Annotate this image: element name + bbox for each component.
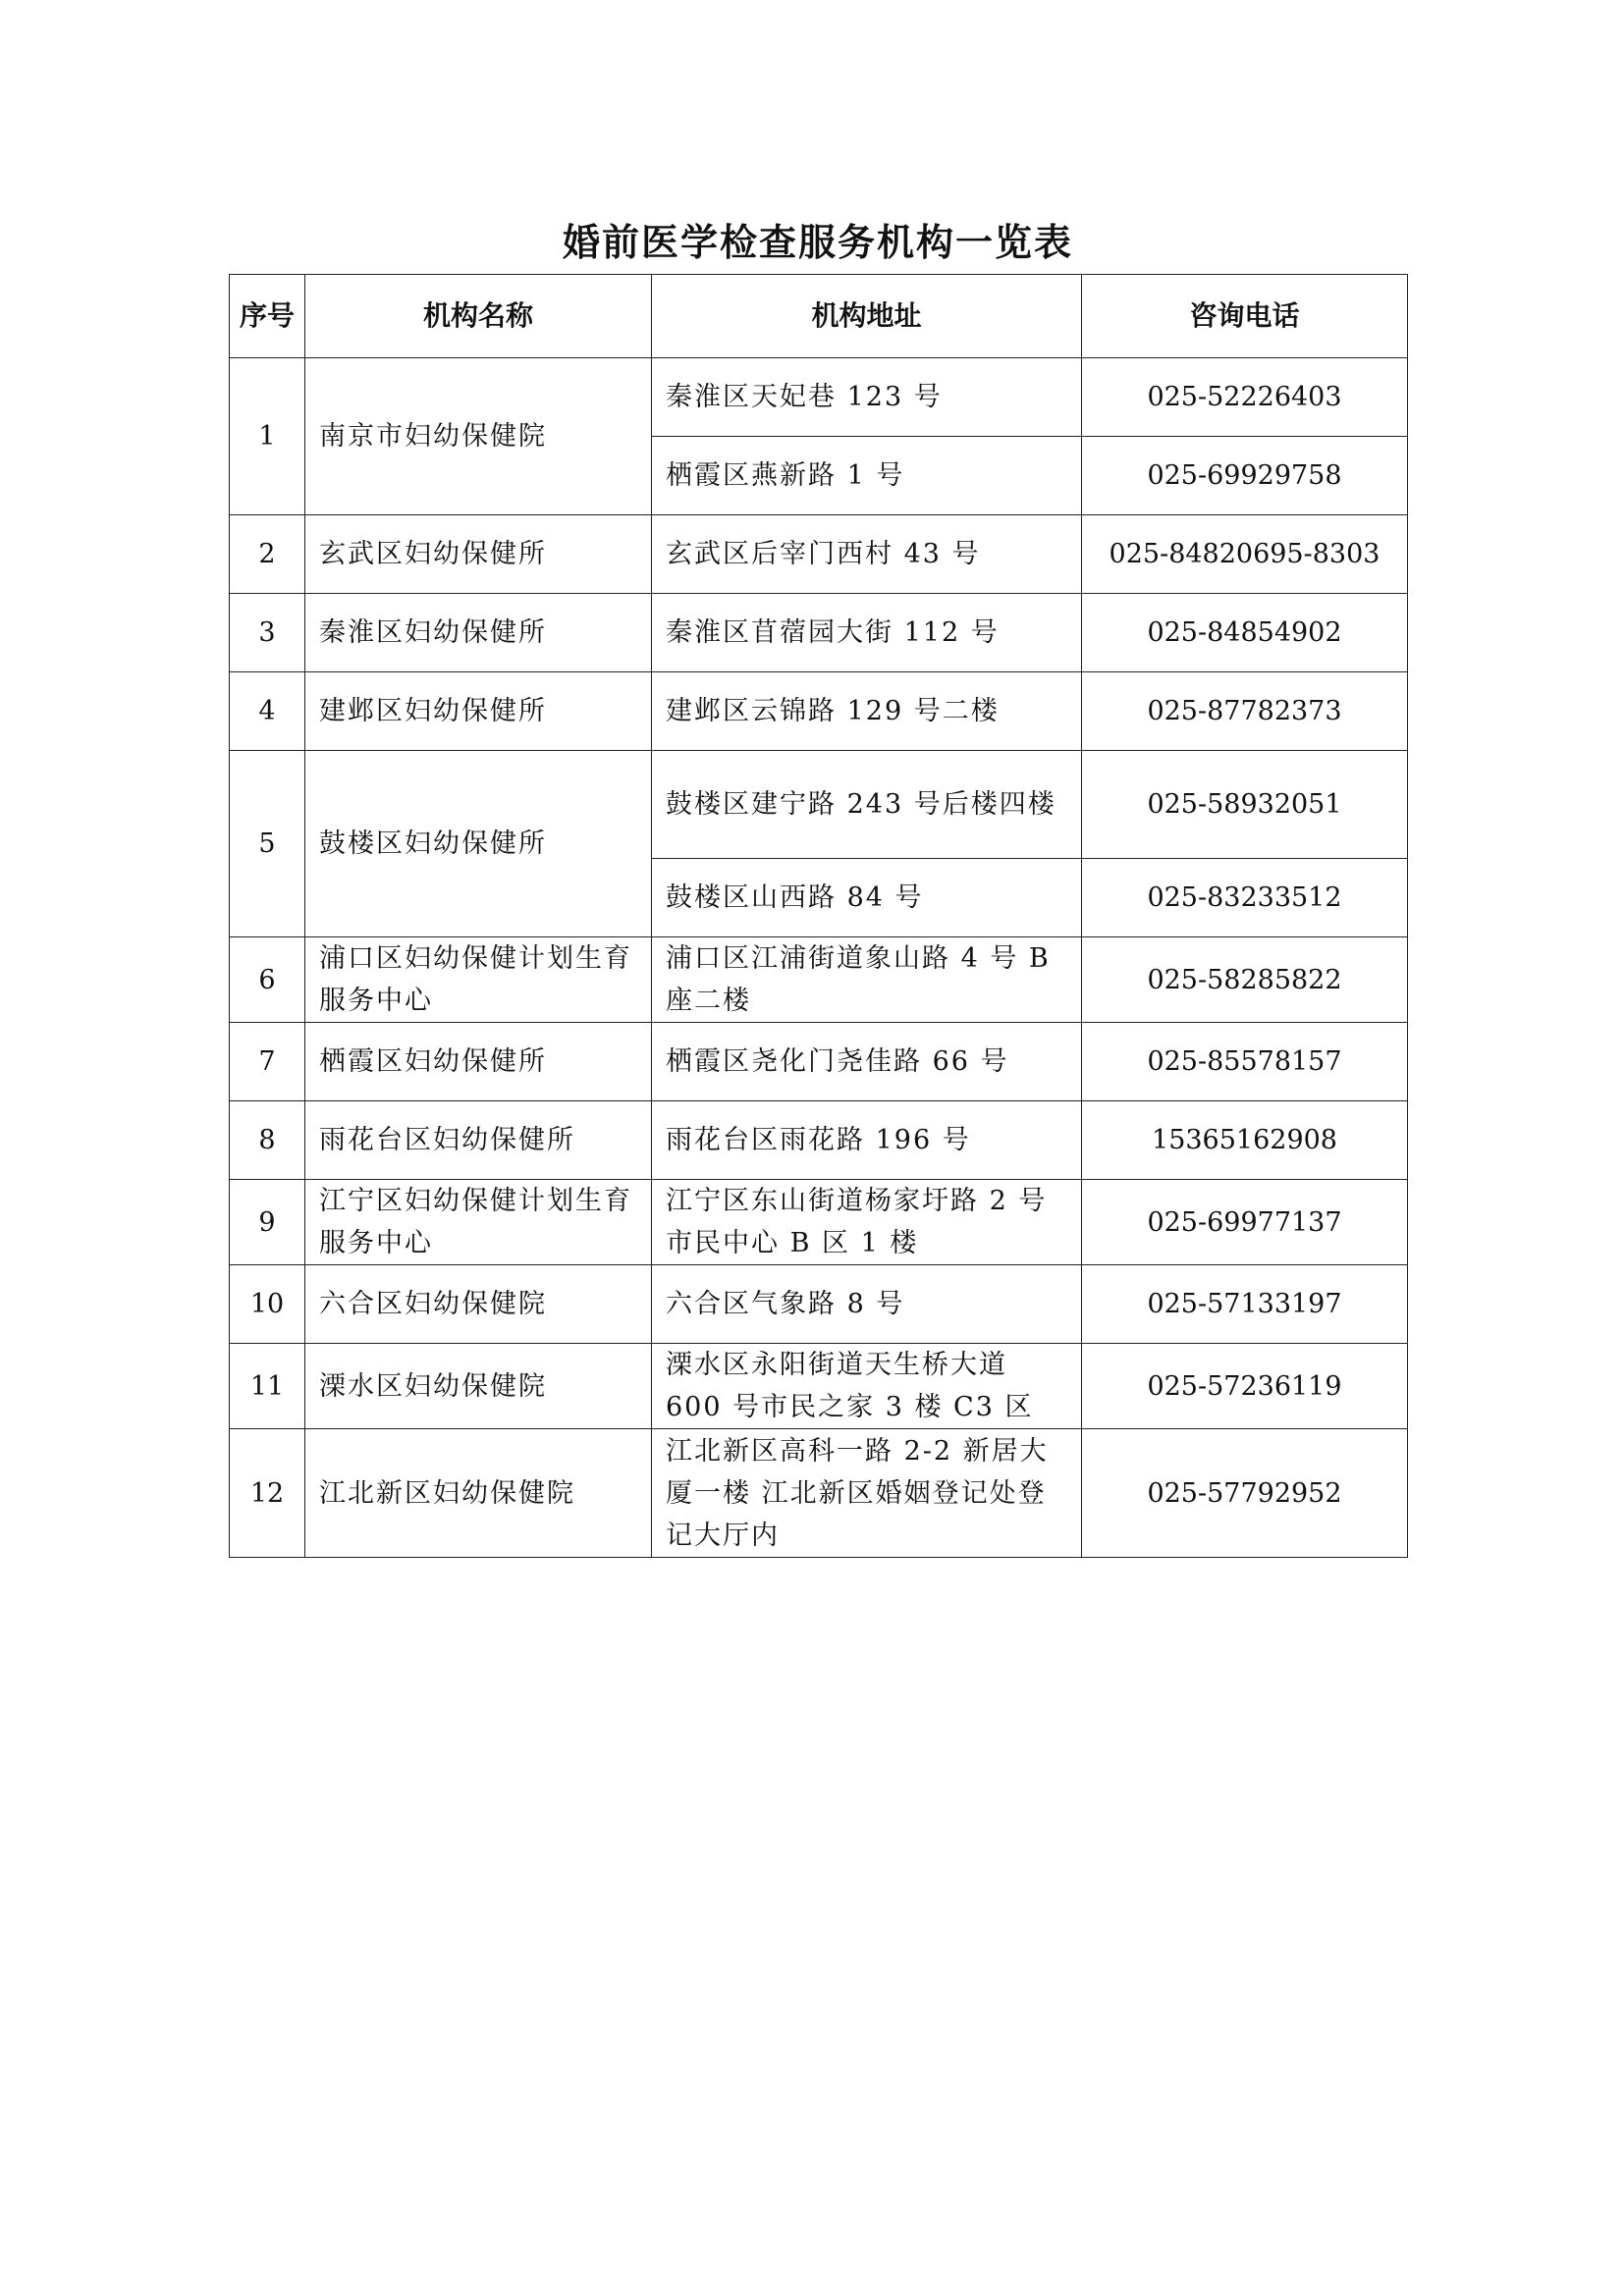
- row-phone: 025-84820695-8303: [1082, 515, 1408, 594]
- row-phone: 025-69977137: [1082, 1180, 1408, 1265]
- table-row: [230, 515, 1408, 594]
- table-row: [230, 937, 1408, 1023]
- row-phone: 025-58285822: [1082, 937, 1408, 1023]
- page-title: 婚前医学检查服务机构一览表: [562, 220, 1073, 264]
- row-phone: 025-84854902: [1082, 594, 1408, 672]
- header-phone: 咨询电话: [1082, 275, 1408, 358]
- row-phone: 025-69929758: [1082, 437, 1408, 515]
- row-address: 玄武区后宰门西村 43 号: [652, 515, 1082, 594]
- row-institution-name: 南京市妇幼保健院: [305, 358, 652, 515]
- table-row: [230, 594, 1408, 672]
- row-phone: 025-85578157: [1082, 1023, 1408, 1101]
- row-address: 鼓楼区山西路 84 号: [652, 859, 1082, 937]
- row-address: 溧水区永阳街道天生桥大道 600 号市民之家 3 楼 C3 区: [652, 1344, 1082, 1429]
- row-phone: 025-57236119: [1082, 1344, 1408, 1429]
- table-row: [230, 1180, 1408, 1265]
- row-address: 江宁区东山街道杨家圩路 2 号市民中心 B 区 1 楼: [652, 1180, 1082, 1265]
- row-institution-name: 江宁区妇幼保健计划生育服务中心: [305, 1180, 652, 1265]
- row-seq: 1: [230, 358, 305, 515]
- header-seq: 序号: [230, 275, 305, 358]
- header-address: 机构地址: [652, 275, 1082, 358]
- row-seq: 8: [230, 1101, 305, 1180]
- row-institution-name: 六合区妇幼保健院: [305, 1265, 652, 1344]
- row-seq: 5: [230, 751, 305, 937]
- table-row: [230, 1101, 1408, 1180]
- row-address: 建邺区云锦路 129 号二楼: [652, 672, 1082, 751]
- row-seq: 11: [230, 1344, 305, 1429]
- row-seq: 3: [230, 594, 305, 672]
- row-seq: 4: [230, 672, 305, 751]
- table-row: [230, 1023, 1408, 1101]
- header-name: 机构名称: [305, 275, 652, 358]
- row-address: 浦口区江浦街道象山路 4 号 B 座二楼: [652, 937, 1082, 1023]
- row-address: 栖霞区燕新路 1 号: [652, 437, 1082, 515]
- row-address: 雨花台区雨花路 196 号: [652, 1101, 1082, 1180]
- row-phone: 025-58932051: [1082, 751, 1408, 859]
- row-phone: 15365162908: [1082, 1101, 1408, 1180]
- row-institution-name: 栖霞区妇幼保健所: [305, 1023, 652, 1101]
- row-institution-name: 鼓楼区妇幼保健所: [305, 751, 652, 937]
- table-row: [230, 1265, 1408, 1344]
- institution-table: [229, 274, 1408, 1558]
- row-seq: 10: [230, 1265, 305, 1344]
- row-institution-name: 雨花台区妇幼保健所: [305, 1101, 652, 1180]
- table-row: [230, 672, 1408, 751]
- row-institution-name: 秦淮区妇幼保健所: [305, 594, 652, 672]
- table-row: [230, 751, 1408, 859]
- row-institution-name: 建邺区妇幼保健所: [305, 672, 652, 751]
- row-institution-name: 玄武区妇幼保健所: [305, 515, 652, 594]
- row-institution-name: 浦口区妇幼保健计划生育服务中心: [305, 937, 652, 1023]
- row-phone: 025-87782373: [1082, 672, 1408, 751]
- row-phone: 025-52226403: [1082, 358, 1408, 437]
- row-seq: 7: [230, 1023, 305, 1101]
- table-row: [230, 1429, 1408, 1558]
- row-institution-name: 溧水区妇幼保健院: [305, 1344, 652, 1429]
- row-phone: 025-83233512: [1082, 859, 1408, 937]
- row-address: 六合区气象路 8 号: [652, 1265, 1082, 1344]
- row-phone: 025-57792952: [1082, 1429, 1408, 1558]
- row-address: 栖霞区尧化门尧佳路 66 号: [652, 1023, 1082, 1101]
- row-seq: 9: [230, 1180, 305, 1265]
- row-seq: 2: [230, 515, 305, 594]
- table-row: [230, 358, 1408, 437]
- row-institution-name: 江北新区妇幼保健院: [305, 1429, 652, 1558]
- row-seq: 12: [230, 1429, 305, 1558]
- row-address: 江北新区高科一路 2-2 新居大厦一楼 江北新区婚姻登记处登记大厅内: [652, 1429, 1082, 1558]
- row-address: 秦淮区苜蓿园大街 112 号: [652, 594, 1082, 672]
- row-address: 秦淮区天妃巷 123 号: [652, 358, 1082, 437]
- table-header-row: [230, 275, 1408, 358]
- table-row: [230, 1344, 1408, 1429]
- row-phone: 025-57133197: [1082, 1265, 1408, 1344]
- row-address: 鼓楼区建宁路 243 号后楼四楼: [652, 751, 1082, 859]
- row-seq: 6: [230, 937, 305, 1023]
